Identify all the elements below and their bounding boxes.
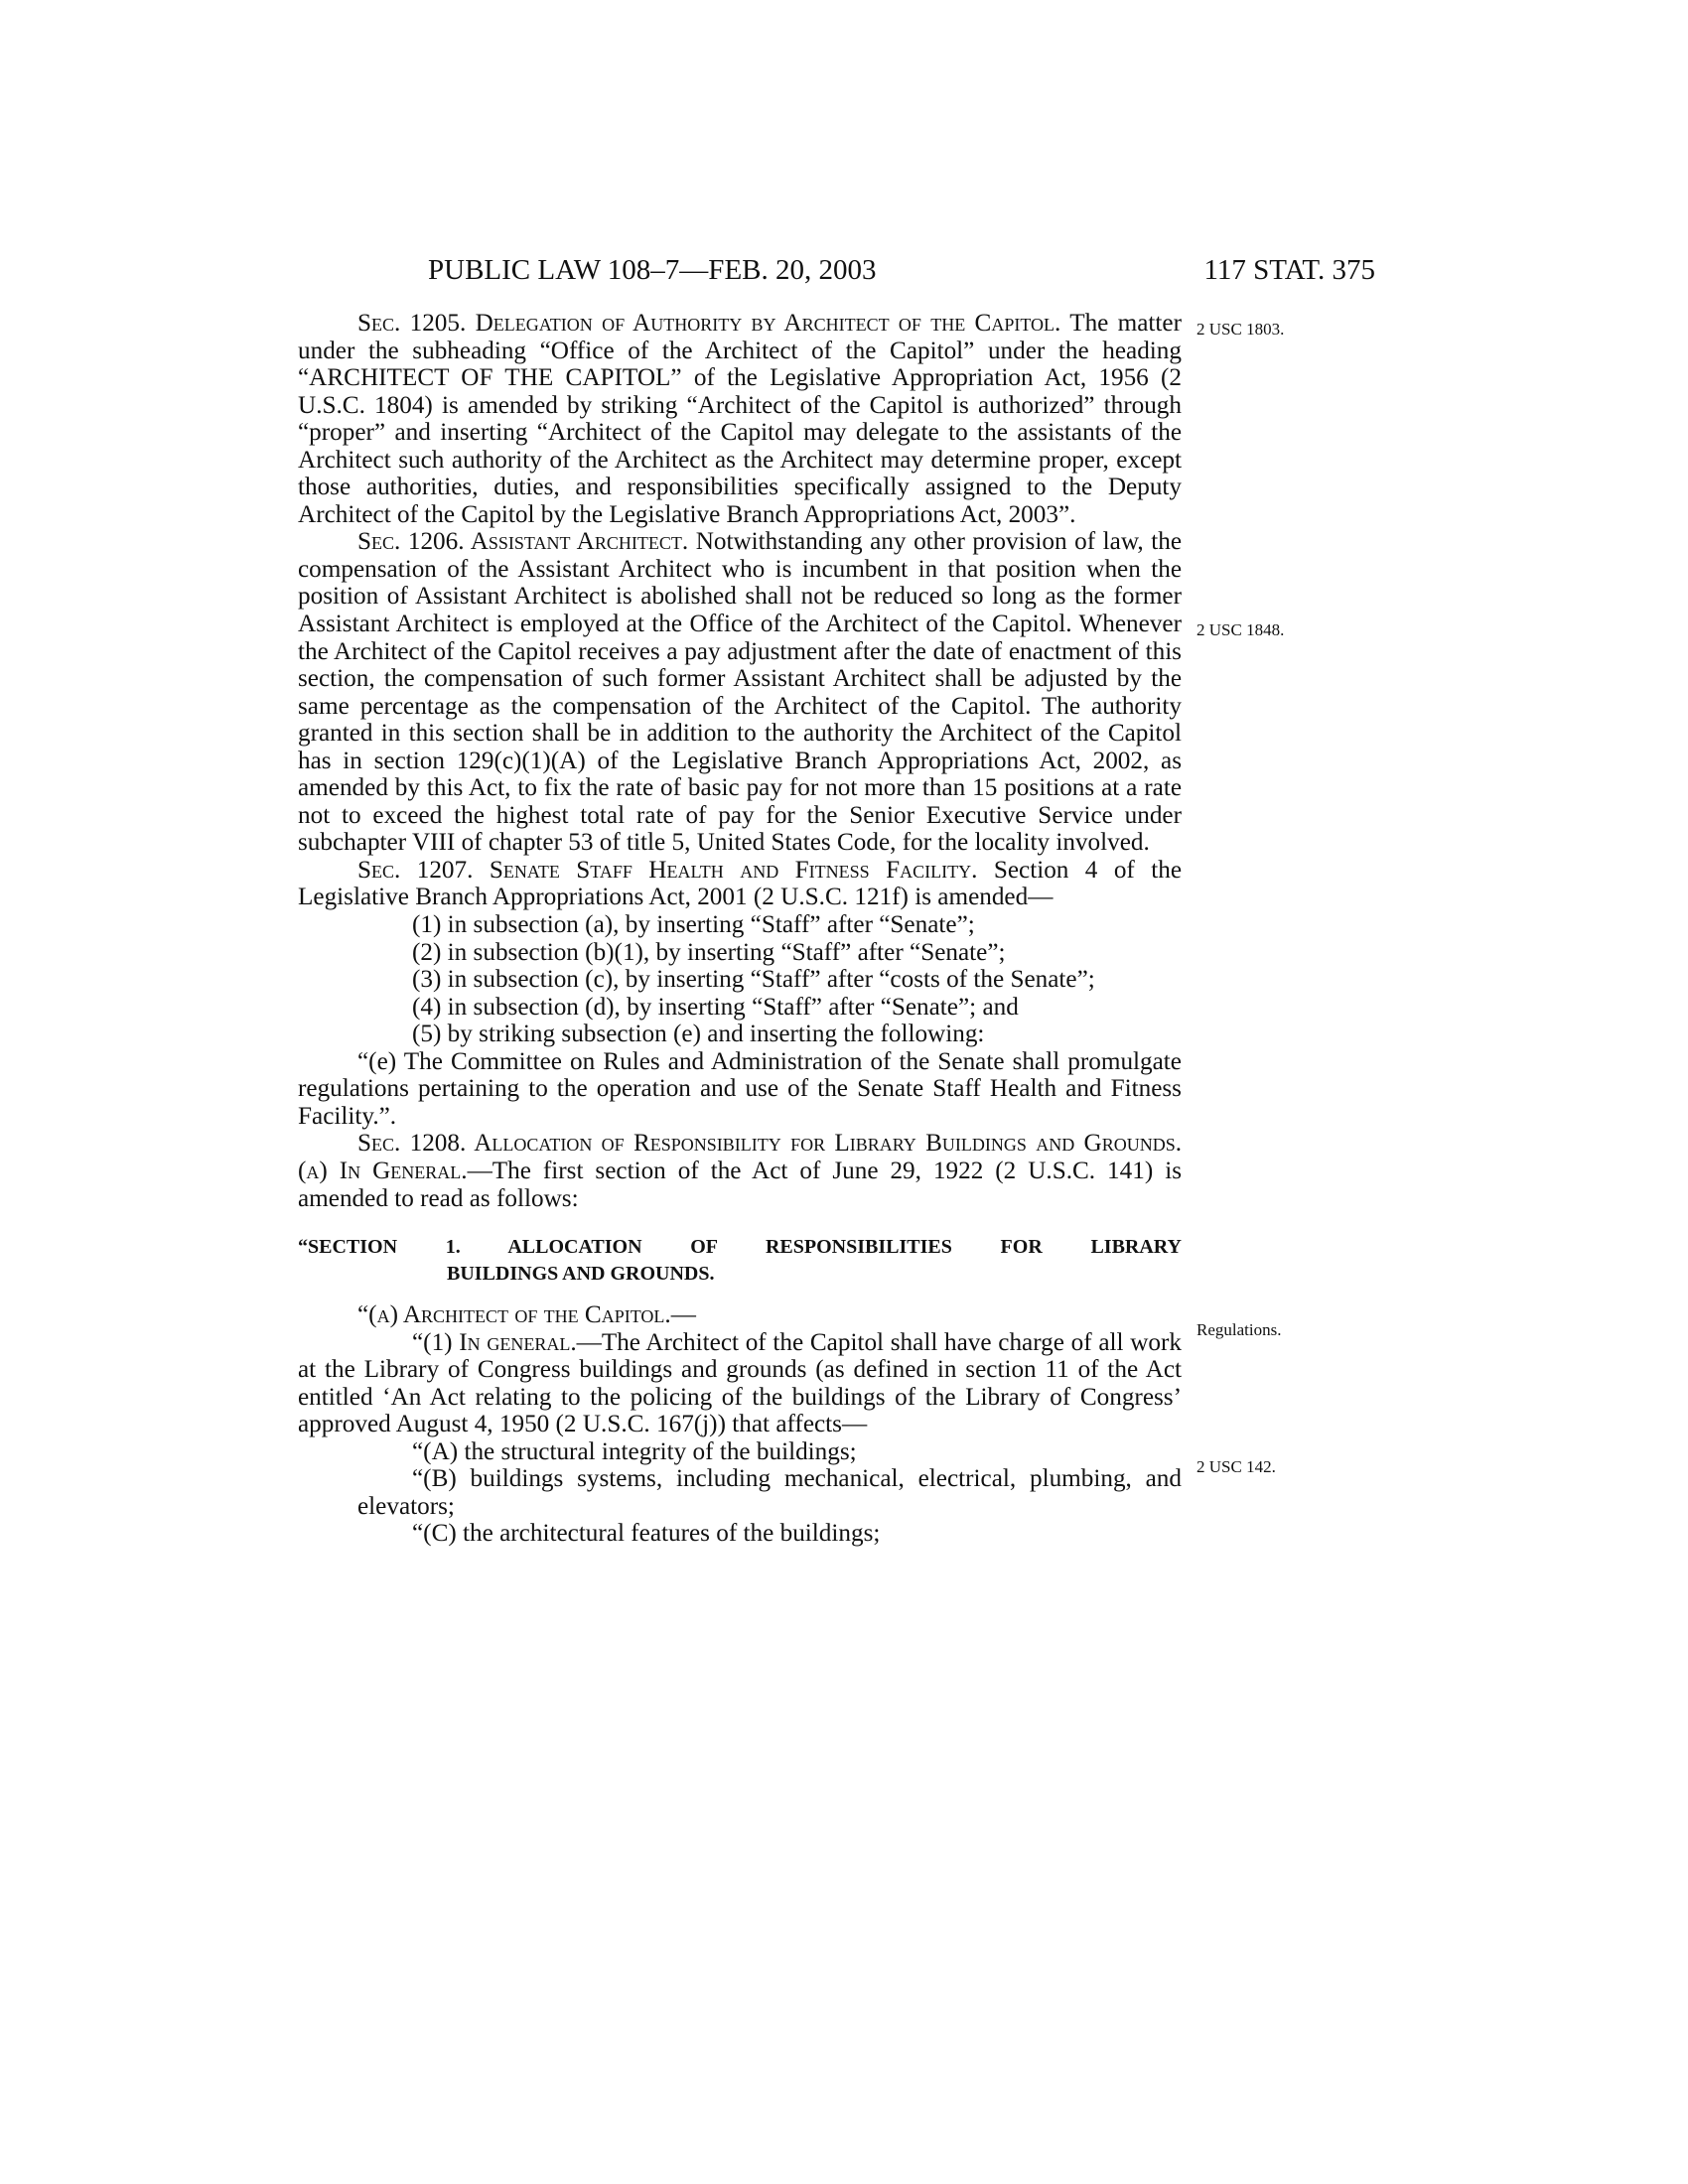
section-1208-label: Sec. 1208. Allocation of Responsibility for Library Buildings and Grounds.: [357, 1130, 1182, 1158]
margin-note-regulations: Regulations.: [1196, 1320, 1282, 1339]
margin-note-usc-142: 2 USC 142.: [1196, 1457, 1276, 1476]
list-item: “(C) the architectural features of the buildings;: [412, 1520, 881, 1548]
section-1-heading: [298, 1234, 1182, 1288]
section-1207-quote: “(e) The Committee on Rules and Administration of the Senate shall promulgate regulations pertaining to the operation and use of the Senate Staff Health and Fitness Facility.”.: [298, 1047, 1182, 1130]
section-1208-text: The first section of the Act of June 29, 1922 (2 U.S.C. 141) is amended to read as follows:: [298, 1157, 1182, 1212]
list-item: (2) in subsection (b)(1), by inserting “Staff” after “Senate”;: [412, 938, 1006, 966]
paragraph-1: [298, 1329, 1182, 1438]
subsection-a-heading: [298, 1301, 1182, 1329]
list-item: (3) in subsection (c), by inserting “Staff” after “costs of the Senate”;: [412, 966, 1095, 994]
section-1205-text: The matter under the subheading “Office of the Architect of the Capitol” under the heading “ARCHITECT OF THE CAPITOL” of the Legislative Appropriation Act, 1956 (2 U.S.C. 1804) is amended by striking “Architect of the Capitol is authorized” through “proper” and inserting “Architect of the Capitol may delegate to the assistants of the Architect such authority of the Architect as the Architect may determine proper, except those authorities, duties, and responsibilities specifically assigned to the Deputy Architect of the Capitol by the Legislative Branch Appropriations Act, 2003”.: [298, 310, 1182, 528]
list-item: “(B) buildings systems, including mechanical, electrical, plumbing, and elevators;: [357, 1465, 1182, 1520]
header-stat-page: 117 STAT. 375: [1203, 254, 1375, 286]
section-1206-label: Sec. 1206. Assistant Architect.: [357, 528, 689, 556]
section-1207: [298, 857, 1182, 911]
section-1205-label: Sec. 1205. Delegation of Authority by Architect of the Capitol.: [357, 310, 1061, 337]
section-1206: [298, 528, 1182, 857]
section-1-heading-lead: “SECTION 1. ALLOCATION OF RESPONSIBILITIES FOR LIBRARY: [298, 1236, 1182, 1259]
section-1207-label: Sec. 1207. Senate Staff Health and Fitness Facility.: [357, 856, 978, 884]
margin-note-usc-1803: 2 USC 1803.: [1196, 320, 1285, 339]
subsection-a-label: “(a) Architect of the Capitol.—: [357, 1301, 696, 1329]
section-1206-text: Notwithstanding any other provision of law, the compensation of the Assistant Architect who is incumbent in that position when the position of Assistant Architect is abolished shall not be reduced so long as the former Assistant Architect is employed at the Office of the Architect of the Capitol. Whenever the Architect of the Capitol receives a pay adjustment after the date of enactment of this section, the compensation of such former Assistant Architect shall be adjusted by the same percentage as the compensation of the Architect of the Capitol. The authority granted in this section shall be in addition to the authority the Architect of the Capitol has in section 129(c)(1)(A) of the Legislative Branch Appropriations Act, 2002, as amended by this Act, to fix the rate of basic pay for not more than 15 positions at a rate not to exceed the highest total rate of pay for the Senior Executive Service under subchapter VIII of chapter 53 of title 5, United States Code, for the locality involved.: [298, 528, 1183, 857]
header-public-law: PUBLIC LAW 108–7—FEB. 20, 2003: [428, 254, 877, 286]
list-item: (5) by striking subsection (e) and inserting the following:: [412, 1021, 985, 1048]
section-1208-sub-label: (a) In General.—: [298, 1157, 492, 1184]
paragraph-1-label: “(1) In general.—: [412, 1328, 602, 1356]
running-header: [298, 250, 1375, 290]
list-item: “(A) the structural integrity of the buildings;: [412, 1437, 857, 1465]
section-1208: [298, 1130, 1182, 1212]
margin-note-usc-1848: 2 USC 1848.: [1196, 620, 1285, 639]
section-1205: [298, 310, 1182, 528]
section-1207-text: Section 4 of the Legislative Branch Appropriations Act, 2001 (2 U.S.C. 121f) is amended—: [298, 856, 1183, 911]
page-body: [298, 310, 1182, 1548]
list-item: (1) in subsection (a), by inserting “Staff” after “Senate”;: [412, 911, 975, 939]
list-item: (4) in subsection (d), by inserting “Staff” after “Senate”; and: [412, 993, 1019, 1021]
section-1-heading-cont: BUILDINGS AND GROUNDS.: [447, 1263, 715, 1286]
paragraph-1-text: The Architect of the Capitol shall have charge of all work at the Library of Congress buildings and grounds (as defined in section 11 of the Act entitled ‘An Act relating to the policing of the buildings of the Library of Congress’ approved August 4, 1950 (2 U.S.C. 167(j)) that affects—: [298, 1328, 1182, 1438]
